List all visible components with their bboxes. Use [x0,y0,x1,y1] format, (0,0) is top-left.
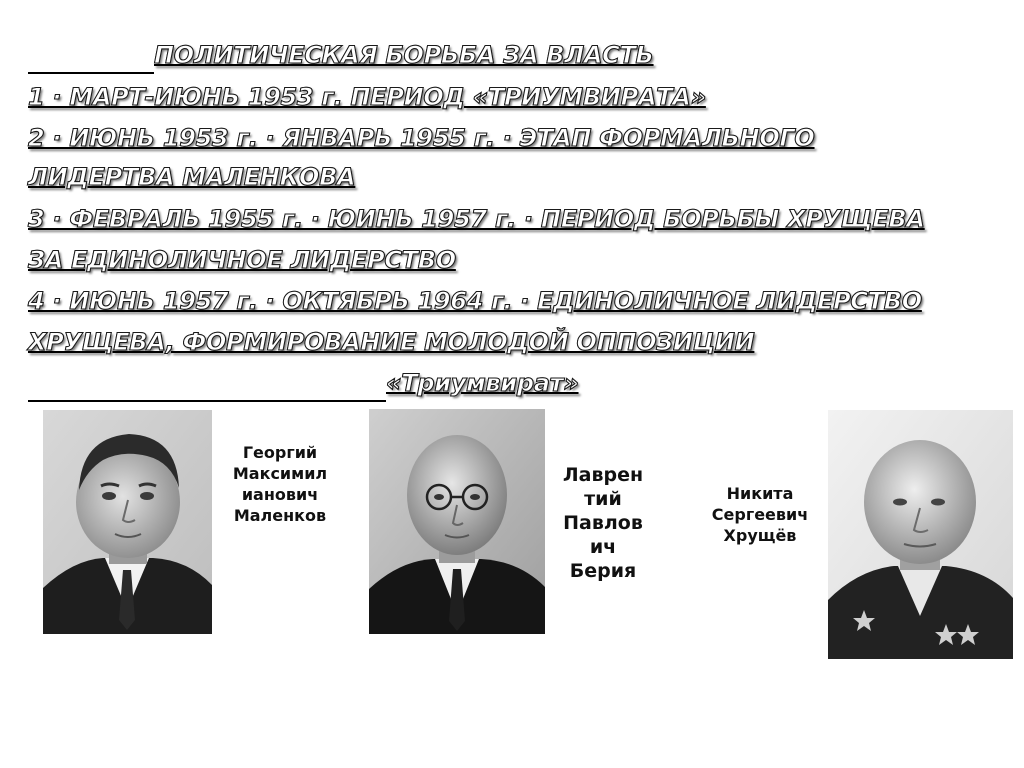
period-2-line-2: ЛИДЕРТВА МАЛЕНКОВА [28,163,356,191]
period-4-line-2: ХРУЩЕВА, ФОРМИРОВАНИЕ МОЛОДОЙ ОППОЗИЦИИ [28,328,755,356]
triumvirate-leading-rule [28,400,386,402]
title-leading-rule [28,72,154,74]
triumvirate-label: «Триумвират» [386,369,579,397]
malenkov-portrait [43,410,212,634]
period-1: 1 · МАРТ-ИЮНЬ 1953 г. ПЕРИОД «ТРИУМВИРАТА» [28,83,706,111]
period-3-line-1: 3 · ФЕВРАЛЬ 1955 г. · ЮИНЬ 1957 г. · ПЕРИОД БОРЬБЫ ХРУЩЕВА [28,205,925,233]
khrushchev-name: Никита Сергеевич Хрущёв [711,484,809,545]
khrushchev-portrait [828,410,1013,659]
period-4-line-1: 4 · ИЮНЬ 1957 г. · ОКТЯБРЬ 1964 г. · ЕДИНОЛИЧНОЕ ЛИДЕРСТВО [28,287,922,315]
malenkov-name: Георгий Максимил ианович Маленков [232,443,328,525]
beria-name: Лаврен тий Павлов ич Берия [562,464,644,582]
heading-title: ПОЛИТИЧЕСКАЯ БОРЬБА ЗА ВЛАСТЬ [154,41,654,69]
beria-portrait [369,409,545,634]
period-3-line-2: ЗА ЕДИНОЛИЧНОЕ ЛИДЕРСТВО [28,246,456,274]
period-2-line-1: 2 · ИЮНЬ 1953 г. · ЯНВАРЬ 1955 г. · ЭТАП ФОРМАЛЬНОГО [28,124,815,152]
